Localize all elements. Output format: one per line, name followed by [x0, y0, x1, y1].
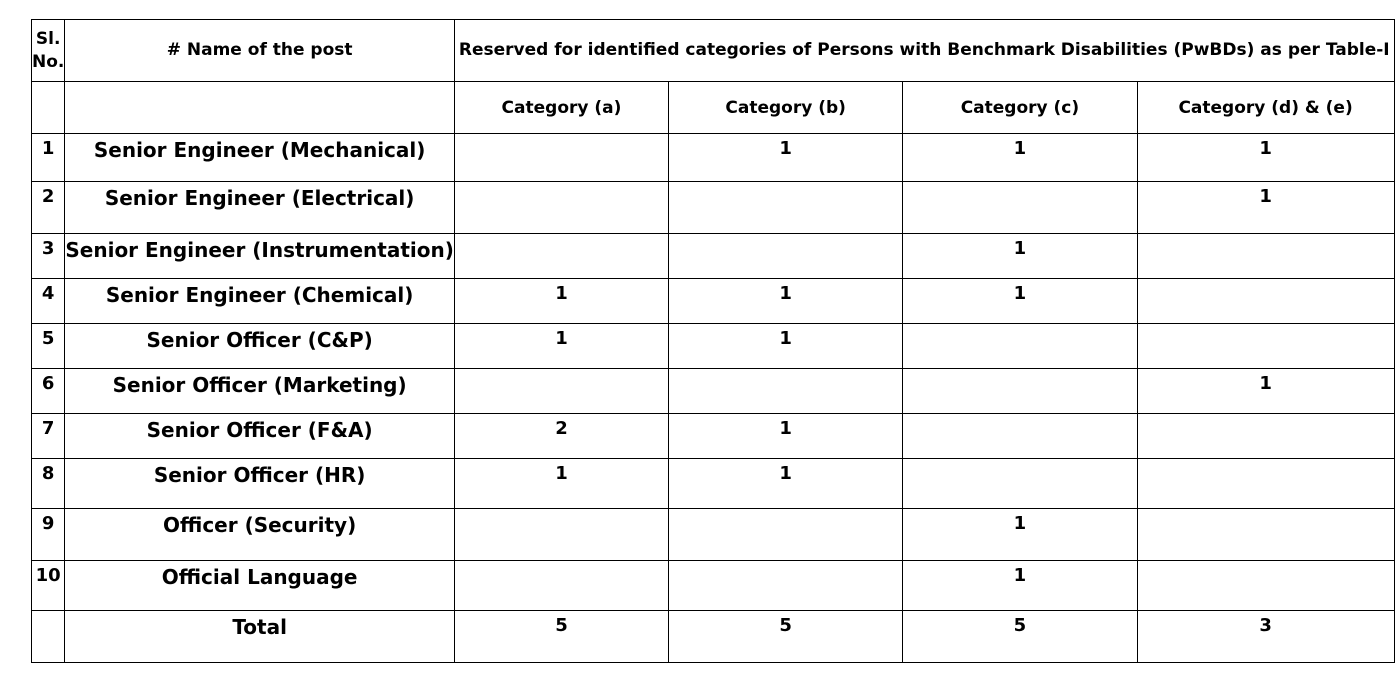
category-de-cell — [1137, 509, 1394, 561]
sl-cell: 1 — [32, 134, 65, 182]
post-name-cell: Senior Officer (HR) — [65, 459, 455, 509]
category-b-cell: 1 — [669, 279, 903, 324]
sl-cell: 7 — [32, 414, 65, 459]
table-row — [32, 234, 1395, 279]
sl-cell: 4 — [32, 279, 65, 324]
category-c-cell: 1 — [903, 279, 1137, 324]
category-c-cell — [903, 324, 1137, 369]
sl-cell: 5 — [32, 324, 65, 369]
category-de-cell: 1 — [1137, 182, 1394, 234]
total-category-b: 5 — [669, 611, 903, 663]
category-b-cell — [669, 182, 903, 234]
category-a-cell: 1 — [454, 324, 668, 369]
category-c-cell — [903, 414, 1137, 459]
category-header-row — [32, 82, 1395, 134]
category-b-cell — [669, 234, 903, 279]
table-row — [32, 459, 1395, 509]
category-c-cell: 1 — [903, 561, 1137, 611]
sl-cell: 6 — [32, 369, 65, 414]
category-c-cell: 1 — [903, 509, 1137, 561]
category-de-cell — [1137, 459, 1394, 509]
post-name-cell: Senior Officer (F&A) — [65, 414, 455, 459]
reservation-table — [31, 19, 1395, 663]
header-reserved: Reserved for identified categories of Persons with Benchmark Disabilities (PwBDs) as per Table-I — [454, 20, 1394, 82]
category-c-header: Category (c) — [903, 82, 1137, 134]
post-name-cell: Official Language — [65, 561, 455, 611]
category-b-cell: 1 — [669, 414, 903, 459]
category-b-cell — [669, 561, 903, 611]
total-category-c: 5 — [903, 611, 1137, 663]
table-row — [32, 561, 1395, 611]
category-a-cell — [454, 134, 668, 182]
category-a-cell — [454, 234, 668, 279]
category-a-cell — [454, 509, 668, 561]
total-label: Total — [65, 611, 455, 663]
sl-cell: 10 — [32, 561, 65, 611]
category-de-cell: 1 — [1137, 369, 1394, 414]
table-row — [32, 414, 1395, 459]
category-b-cell: 1 — [669, 134, 903, 182]
sl-cell: 2 — [32, 182, 65, 234]
category-a-header: Category (a) — [454, 82, 668, 134]
category-de-cell — [1137, 561, 1394, 611]
category-c-cell — [903, 182, 1137, 234]
category-b-cell — [669, 509, 903, 561]
post-name-cell: Officer (Security) — [65, 509, 455, 561]
category-b-cell: 1 — [669, 459, 903, 509]
post-name-cell: Senior Engineer (Chemical) — [65, 279, 455, 324]
category-c-cell: 1 — [903, 234, 1137, 279]
category-c-cell: 1 — [903, 134, 1137, 182]
category-b-header: Category (b) — [669, 82, 903, 134]
category-c-cell — [903, 369, 1137, 414]
category-de-cell — [1137, 279, 1394, 324]
category-de-cell: 1 — [1137, 134, 1394, 182]
table-row — [32, 279, 1395, 324]
category-de-cell — [1137, 234, 1394, 279]
category-de-cell — [1137, 324, 1394, 369]
table-row — [32, 134, 1395, 182]
sl-cell: 9 — [32, 509, 65, 561]
total-category-a: 5 — [454, 611, 668, 663]
table-row — [32, 324, 1395, 369]
category-a-cell — [454, 182, 668, 234]
category-a-cell — [454, 369, 668, 414]
table-row — [32, 369, 1395, 414]
category-c-cell — [903, 459, 1137, 509]
sl-cell — [32, 611, 65, 663]
empty-cell — [32, 82, 65, 134]
header-sl-no: Sl. No. — [32, 20, 65, 82]
category-a-cell: 1 — [454, 279, 668, 324]
category-a-cell — [454, 561, 668, 611]
post-name-cell: Senior Engineer (Mechanical) — [65, 134, 455, 182]
post-name-cell: Senior Engineer (Electrical) — [65, 182, 455, 234]
total-row — [32, 611, 1395, 663]
category-a-cell: 2 — [454, 414, 668, 459]
sl-cell: 3 — [32, 234, 65, 279]
category-b-cell: 1 — [669, 324, 903, 369]
category-de-header: Category (d) & (e) — [1137, 82, 1394, 134]
sl-cell: 8 — [32, 459, 65, 509]
category-de-cell — [1137, 414, 1394, 459]
table-row — [32, 509, 1395, 561]
empty-cell — [65, 82, 455, 134]
post-name-cell: Senior Officer (C&P) — [65, 324, 455, 369]
header-row — [32, 20, 1395, 82]
header-post-name: # Name of the post — [65, 20, 455, 82]
table-row — [32, 182, 1395, 234]
category-b-cell — [669, 369, 903, 414]
post-name-cell: Senior Officer (Marketing) — [65, 369, 455, 414]
category-a-cell: 1 — [454, 459, 668, 509]
post-name-cell: Senior Engineer (Instrumentation) — [65, 234, 455, 279]
total-category-de: 3 — [1137, 611, 1394, 663]
